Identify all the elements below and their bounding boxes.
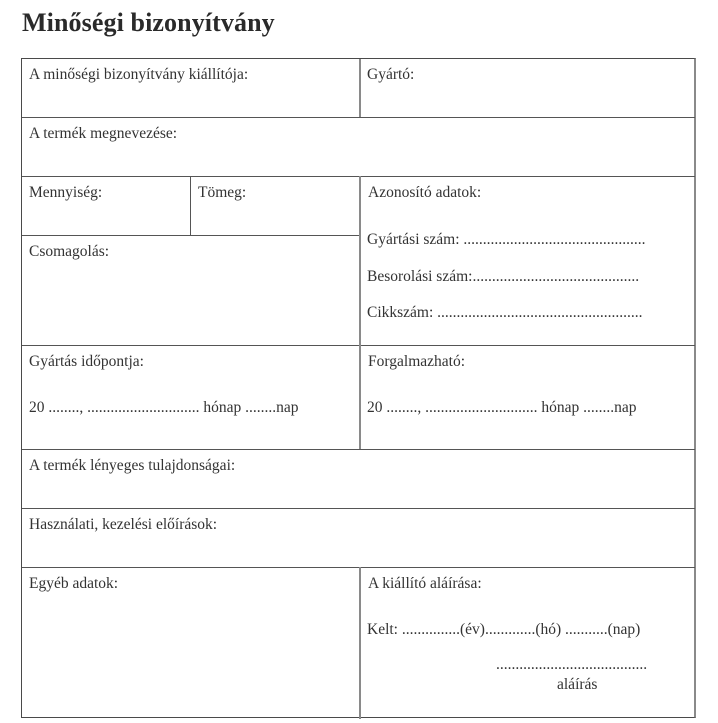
packaging-label: Csomagolás: — [29, 243, 110, 260]
properties-label: A termék lényeges tulajdonságai: — [29, 457, 236, 474]
production-date-field[interactable]: 20 ........, ............................. hónap ........nap — [29, 399, 299, 416]
quantity-cell[interactable] — [22, 177, 190, 235]
signature-line[interactable]: ....................................... — [496, 656, 648, 673]
properties-cell[interactable] — [22, 450, 695, 508]
marketable-label: Forgalmazható: — [368, 353, 465, 370]
manufacturer-cell[interactable] — [360, 59, 695, 117]
manufacturer-label: Gyártó: — [367, 66, 415, 83]
classification-number-field[interactable]: Besorolási szám:........................................... — [367, 268, 640, 285]
quantity-label: Mennyiség: — [29, 184, 103, 201]
weight-cell[interactable] — [191, 177, 359, 235]
weight-label: Tömeg: — [198, 184, 247, 201]
other-data-cell[interactable] — [22, 568, 359, 718]
product-name-cell[interactable] — [22, 118, 695, 176]
usage-label: Használati, kezelési előírások: — [29, 516, 218, 533]
production-date-cell — [22, 346, 359, 449]
marketable-cell — [361, 346, 695, 449]
production-date-label: Gyártás időpontja: — [29, 353, 144, 370]
identification-cell — [361, 177, 695, 345]
dated-field[interactable]: Kelt: ...............(év).............(hó) ...........(nap) — [367, 621, 641, 638]
marketable-date-field[interactable]: 20 ........, ............................. hónap ........nap — [367, 399, 637, 416]
other-data-label: Egyéb adatok: — [29, 575, 119, 592]
signature-label: A kiállító aláírása: — [368, 575, 482, 592]
packaging-cell[interactable] — [22, 236, 359, 345]
certificate-form — [21, 58, 696, 718]
issuer-label: A minőségi bizonyítvány kiállítója: — [29, 66, 249, 83]
product-name-label: A termék megnevezése: — [29, 125, 178, 142]
page-title: Minőségi bizonyítvány — [22, 8, 275, 37]
usage-cell[interactable] — [22, 509, 695, 567]
production-number-field[interactable]: Gyártási szám: ............................................... — [367, 231, 646, 248]
article-number-field[interactable]: Cikkszám: ..................................................... — [367, 304, 643, 321]
identification-label: Azonosító adatok: — [368, 184, 482, 201]
issuer-cell[interactable] — [22, 59, 359, 117]
signature-cell — [361, 568, 695, 718]
signature-caption: aláírás — [557, 676, 598, 693]
